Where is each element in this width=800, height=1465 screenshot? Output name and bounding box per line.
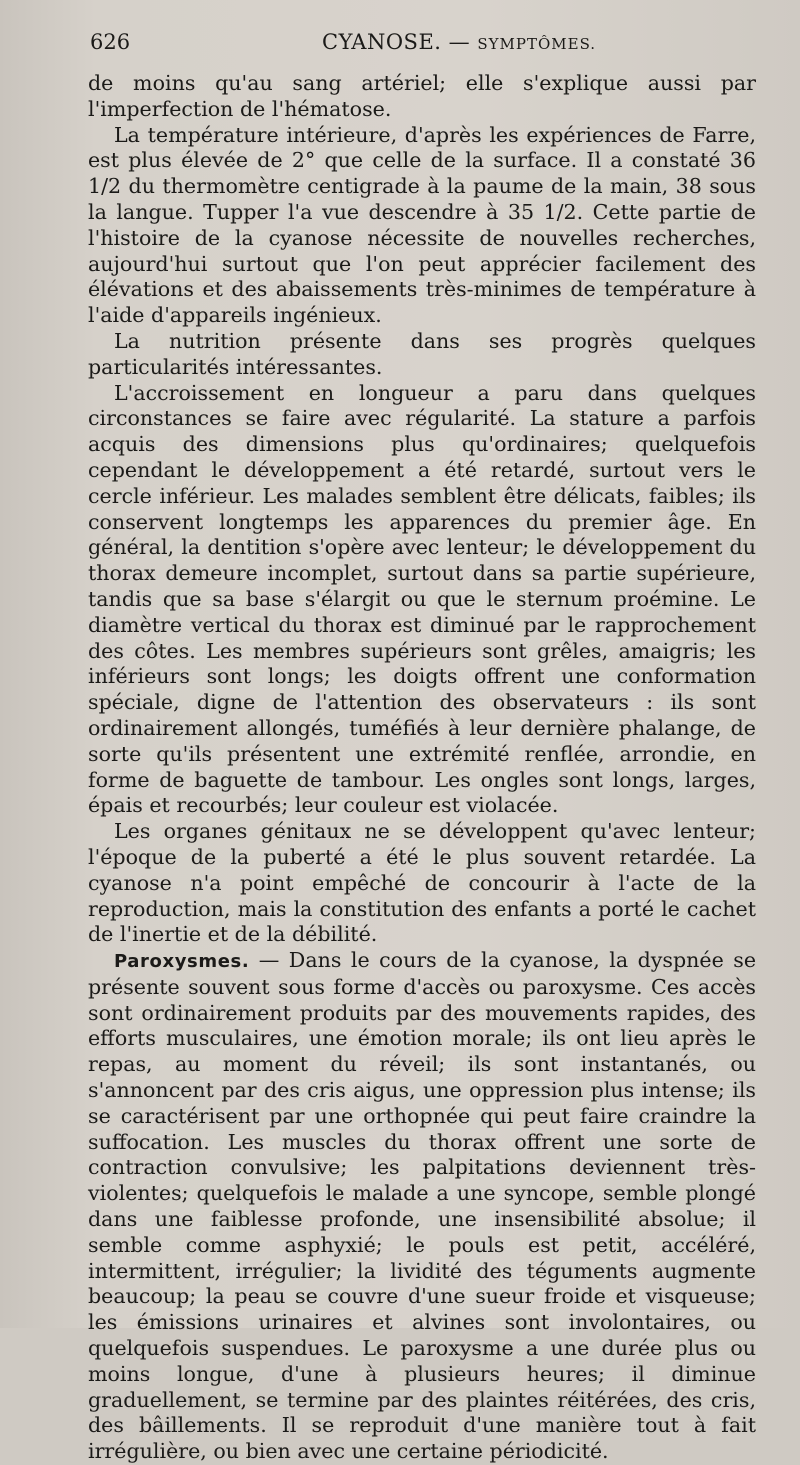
paragraph-temperature: La température intérieure, d'après les expériences de Farre, est plus élevée de 2° que celle de la surface. Il a constaté 36 1/2 du thermomètre centigrade à la paume de la main, 38 sous la langue. Tupper l'a vue descendre à 35 1/2. Cette partie de l'histoire de la cyanose nécessite de nouvelles recherches, aujourd'hui surtout que l'on peut apprécier facilement des élévations et des abaissements très-minimes de température à l'aide d'appareils ingénieux. <box>88 122 756 328</box>
paroxysmes-text: — Dans le cours de la cyanose, la dyspnée se présente souvent sous forme d'accès ou paroxysme. Ces accès sont ordinairement produits par des mouvements rapides, des efforts musculaires, une émotion morale; ils ont lieu après le repas, au moment du réveil; ils sont instantanés, ou s'annoncent par des cris aigus, une oppression plus intense; ils se caractérisent par une orthopnée qui peut faire craindre la suffocation. Les muscles du thorax offrent une sorte de contraction convulsive; les palpitations deviennent très-violentes; quelquefois le malade a une syncope, semble plongé dans une faiblesse profonde, une insensibilité absolue; il semble comme asphyxié; le pouls est petit, accéléré, intermittent, irrégulier; la lividité des téguments augmente beaucoup; la peau se couvre d'une sueur froide et visqueuse; les émissions urinaires et alvines sont involontaires, ou quelquefois suspendues. Le paroxysme a une durée plus ou moins longue, d'une à plusieurs heures; il diminue graduellement, se termine par des plaintes réitérées, des cris, des bâillements. Il se reproduit d'une manière tout à fait irrégulière, ou bien avec une certaine périodicité. <box>88 948 757 1464</box>
running-title-dash: — <box>448 30 471 54</box>
page-header <box>90 30 758 64</box>
paragraph-continuation: de moins qu'au sang artériel; elle s'explique aussi par l'imperfection de l'hématose. <box>88 71 756 121</box>
paragraph-organes: Les organes génitaux ne se développent qu'avec lenteur; l'époque de la puberté a été le plus souvent retardée. La cyanose n'a point empêché de concourir à l'acte de la reproduction, mais la constitution des enfants a porté le cachet de l'inertie et de la débilité. <box>88 819 756 947</box>
running-title-main: CYANOSE. <box>322 30 442 54</box>
paragraph-accroissement: L'accroissement en longueur a paru dans quelques circonstances se faire avec régularité. La stature a parfois acquis des dimensions plus qu'ordinaires; quelquefois cependant le développement a été retardé, surtout vers le cercle inférieur. Les malades semblent être délicats, faibles; ils conservent longtemps les apparences du premier âge. En général, la dentition s'opère avec lenteur; le développement du thorax demeure incomplet, surtout dans sa partie supérieure, tandis que sa base s'élargit ou que le sternum proémine. Le diamètre vertical du thorax est diminué par le rapprochement des côtes. Les membres supérieurs sont grêles, amaigris; les inférieurs sont longs; les doigts offrent une conformation spéciale, digne de l'attention des observateurs : ils sont ordinairement allongés, tuméfiés à leur dernière phalange, de sorte qu'ils présentent une extrémité renflée, arrondie, en forme de baguette de tambour. Les ongles sont longs, larges, épais et recourbés; leur couleur est violacée. <box>88 380 756 818</box>
page-number: 626 <box>90 30 131 54</box>
paroxysmes-heading: Paroxysmes. <box>114 951 250 973</box>
running-title-section: SYMPTÔMES. <box>477 35 597 53</box>
paragraph-paroxysmes <box>88 948 756 1465</box>
paragraph-nutrition: La nutrition présente dans ses progrès quelques particularités intéressantes. <box>88 328 756 379</box>
body-text <box>88 71 756 1465</box>
running-title <box>322 30 596 54</box>
